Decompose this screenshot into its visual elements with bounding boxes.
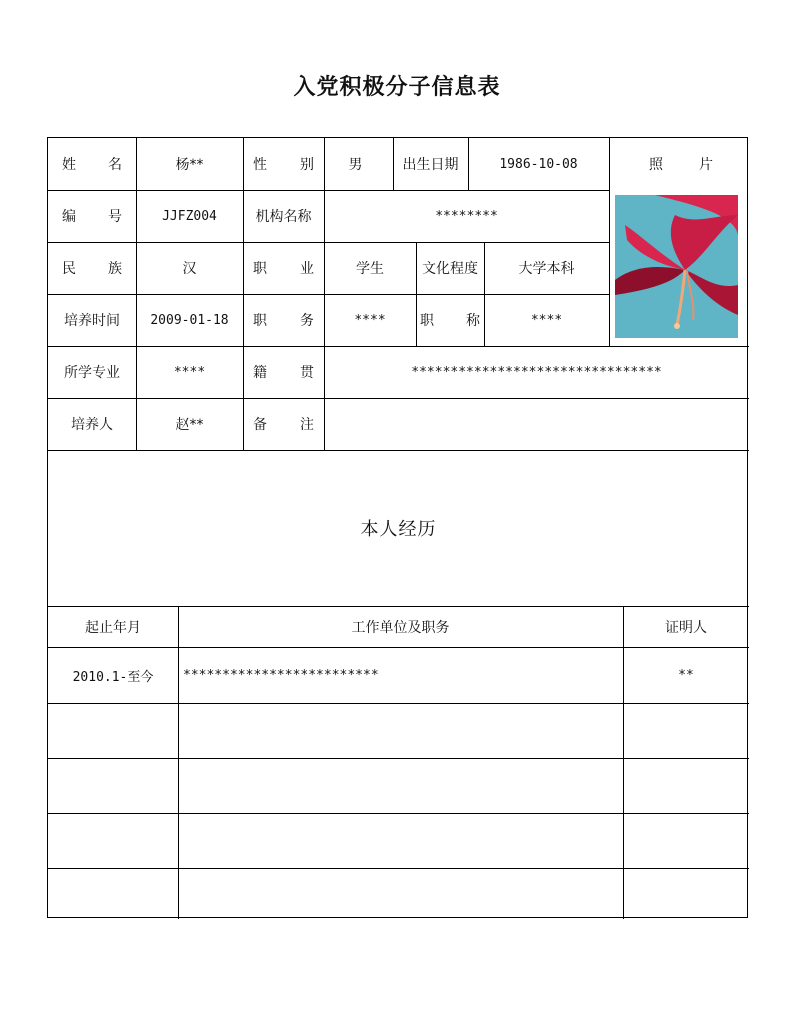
table-row-witness: ** xyxy=(678,667,694,683)
photo-label-char: 照 xyxy=(649,157,663,173)
origin-value: ******************************** xyxy=(411,364,662,380)
table-row-witness xyxy=(623,868,749,918)
unit-header: 工作单位及职务 xyxy=(351,619,450,636)
gender-label-char: 别 xyxy=(300,157,314,173)
table-row-period xyxy=(48,868,178,918)
origin-label xyxy=(243,346,324,398)
title-label-char: 称 xyxy=(466,313,480,329)
name-label xyxy=(48,138,136,190)
title-label-char: 职 xyxy=(420,313,434,329)
birth-date-value: 1986-10-08 xyxy=(499,156,578,172)
flower-photo-svg xyxy=(615,195,738,338)
ethnic-value: 汉 xyxy=(182,261,197,277)
experience-section-title: 本人经历 xyxy=(360,519,437,540)
table-row-witness xyxy=(623,813,749,868)
remark-label-char: 备 xyxy=(253,417,267,433)
table-row-witness xyxy=(623,758,749,813)
table-row-unit: ************************* xyxy=(183,667,379,683)
birth-date-label: 出生日期 xyxy=(402,157,459,173)
training-time-label: 培养时间 xyxy=(64,313,120,329)
ethnic-label-char: 族 xyxy=(108,261,122,277)
gender-value: 男 xyxy=(348,157,363,173)
remark-value xyxy=(324,398,749,450)
trainer-label: 培养人 xyxy=(71,417,113,433)
major-value: **** xyxy=(173,364,206,380)
table-row-unit xyxy=(178,813,623,868)
name-label-char: 姓 xyxy=(62,157,76,173)
name-value: 杨** xyxy=(175,157,204,173)
origin-label-char: 贯 xyxy=(300,365,314,381)
table-row-unit xyxy=(178,758,623,813)
ethnic-label xyxy=(48,242,136,294)
photo-label-char: 片 xyxy=(699,157,713,173)
major-label: 所学专业 xyxy=(64,365,120,381)
ethnic-label-char: 民 xyxy=(62,261,76,277)
title-value: **** xyxy=(530,312,563,328)
table-row-period xyxy=(48,703,178,758)
table-row-period xyxy=(48,758,178,813)
occupation-label xyxy=(243,242,324,294)
flower-photo-icon xyxy=(615,195,738,338)
table-row-witness xyxy=(623,703,749,758)
training-time-value: 2009-01-18 xyxy=(150,312,229,328)
trainer-value: 赵** xyxy=(175,417,204,433)
org-name-value: ******** xyxy=(435,208,498,224)
occupation-value: 学生 xyxy=(356,261,384,277)
table-row-period: 2010.1-至今 xyxy=(72,669,154,685)
education-label: 文化程度 xyxy=(422,261,478,277)
period-header: 起止年月 xyxy=(85,619,141,636)
gender-label xyxy=(243,138,324,190)
position-label xyxy=(243,294,324,346)
occupation-label-char: 业 xyxy=(300,261,314,277)
position-value: **** xyxy=(354,312,386,328)
table-row-unit xyxy=(178,703,623,758)
number-label-char: 编 xyxy=(62,209,76,225)
gender-label-char: 性 xyxy=(253,157,267,173)
remark-label-char: 注 xyxy=(300,417,314,433)
info-form xyxy=(47,137,748,918)
number-label-char: 号 xyxy=(108,209,122,225)
education-value: 大学本科 xyxy=(518,261,575,277)
document-title: 入党积极分子信息表 xyxy=(293,75,501,100)
witness-header: 证明人 xyxy=(665,619,707,636)
position-label-char: 职 xyxy=(253,313,267,329)
number-value: JJFZ004 xyxy=(162,208,217,224)
name-label-char: 名 xyxy=(108,157,122,173)
origin-label-char: 籍 xyxy=(253,365,267,381)
title-label xyxy=(416,294,484,346)
table-row-period xyxy=(48,813,178,868)
photo-label xyxy=(609,138,749,190)
number-label xyxy=(48,190,136,242)
occupation-label-char: 职 xyxy=(253,261,267,277)
table-row-unit xyxy=(178,868,623,918)
org-name-label: 机构名称 xyxy=(255,209,312,225)
remark-label xyxy=(243,398,324,450)
position-label-char: 务 xyxy=(300,313,314,329)
